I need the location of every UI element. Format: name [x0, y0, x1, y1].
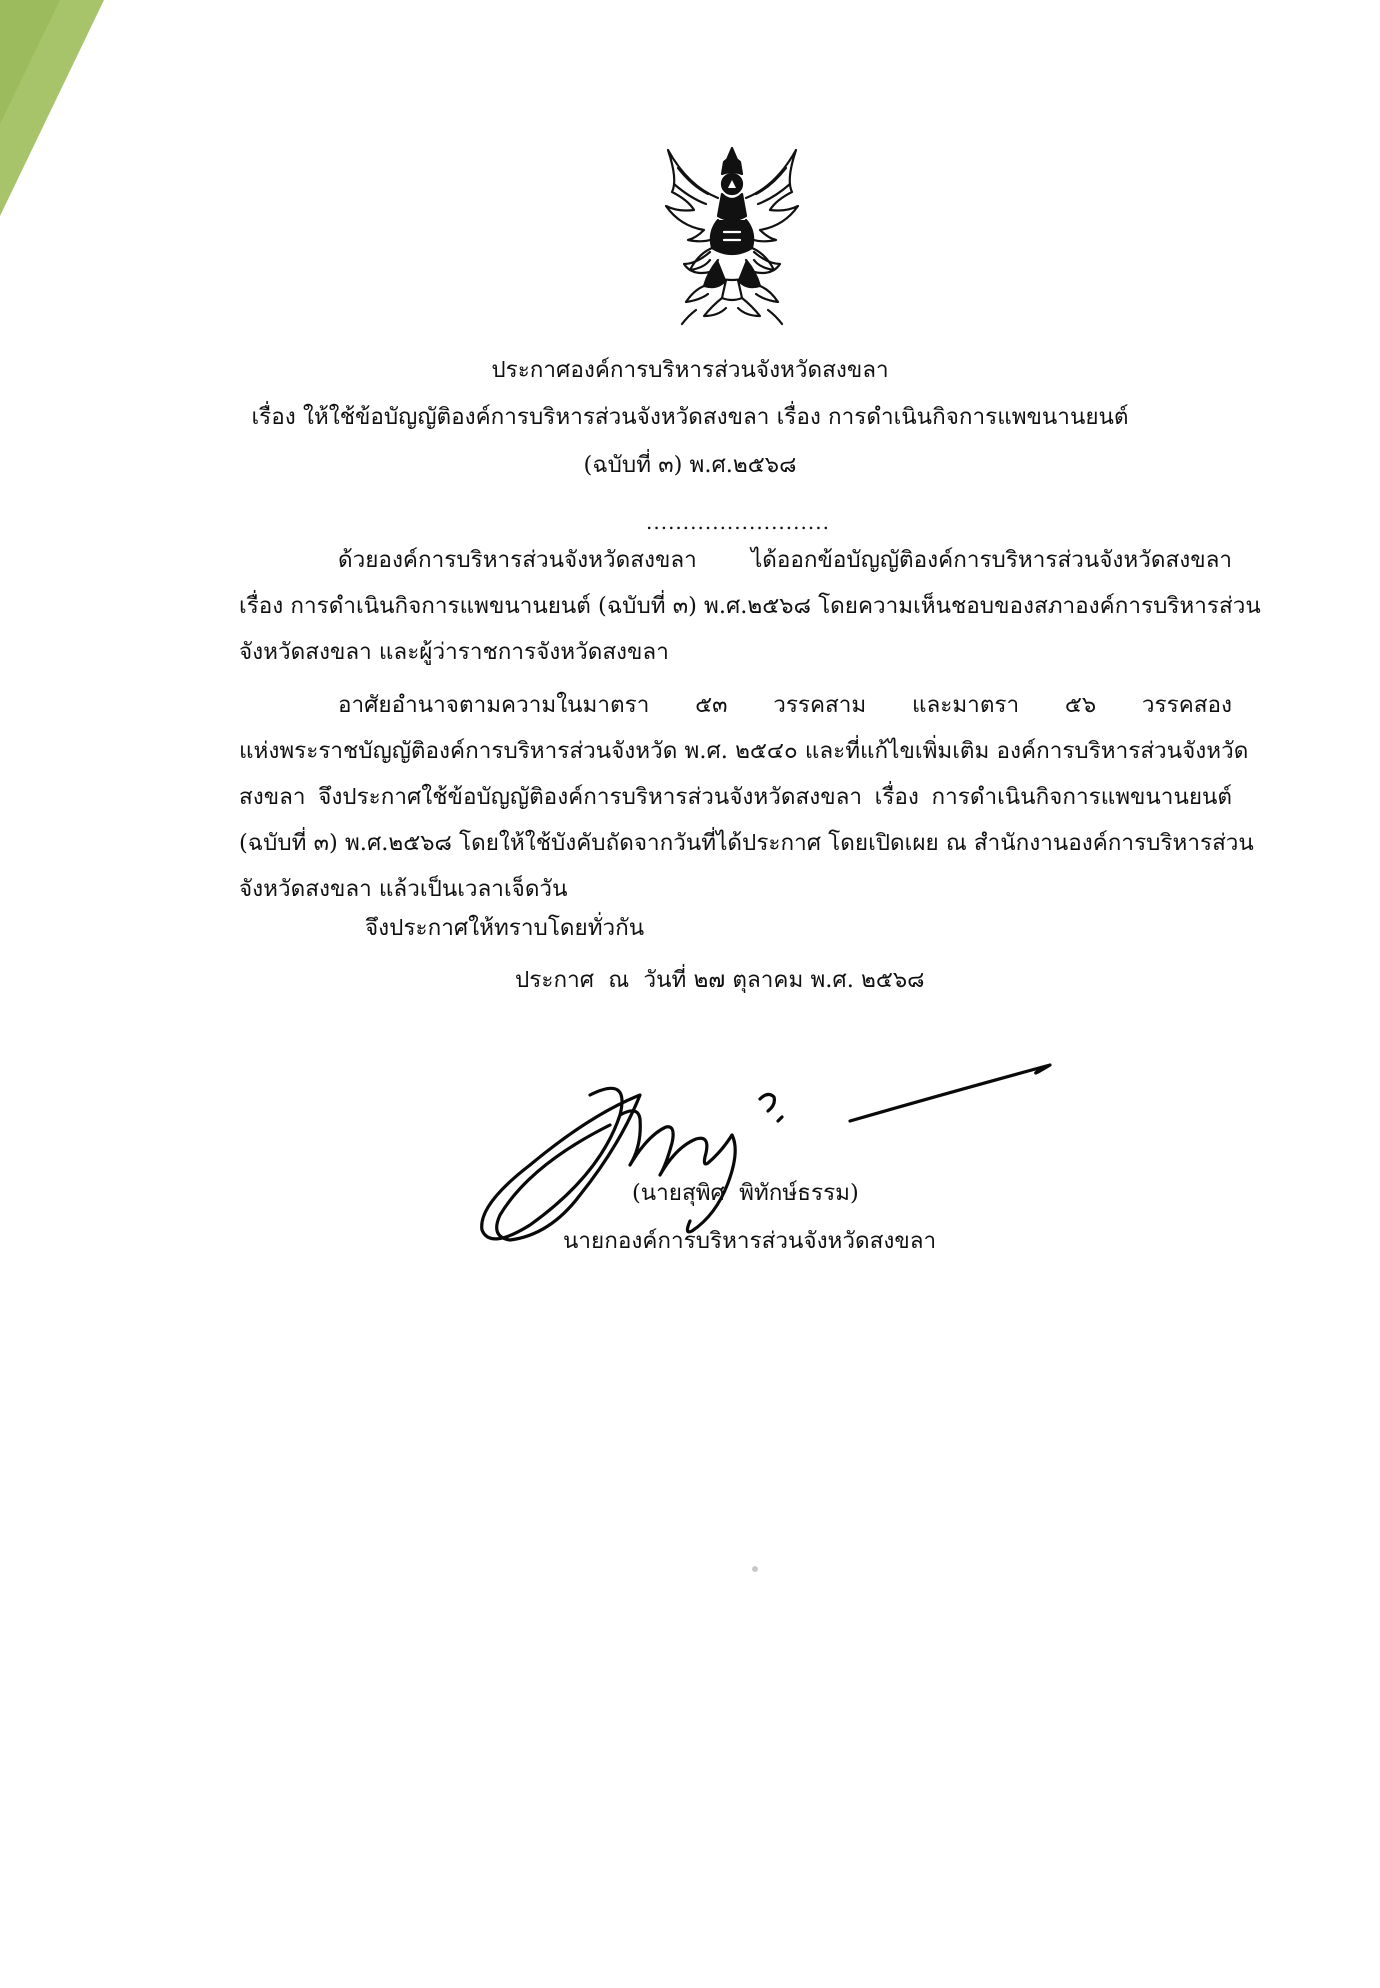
handwritten-signature	[470, 1055, 1060, 1255]
announcement-date: ประกาศ ณ วันที่ ๒๗ ตุลาคม พ.ศ. ๒๕๖๘	[515, 967, 925, 993]
paragraph2-line5: จังหวัดสงขลา แล้วเป็นเวลาเจ็ดวัน	[239, 876, 568, 902]
paper-speck	[752, 1566, 758, 1572]
paragraph1-line1: ด้วยองค์การบริหารส่วนจังหวัดสงขลา ได้ออกข้อบัญญัติองค์การบริหารส่วนจังหวัดสงขลา	[338, 547, 1232, 573]
signatory-name: (นายสุพิศ พิทักษ์ธรรม)	[632, 1180, 859, 1206]
paragraph1-line3: จังหวัดสงขลา และผู้ว่าราชการจังหวัดสงขลา	[239, 639, 669, 665]
paragraph2-line1: อาศัยอำนาจตามความในมาตรา ๕๓ วรรคสาม และมาตรา ๕๖ วรรคสอง	[338, 692, 1232, 718]
closing-statement: จึงประกาศให้ทราบโดยทั่วกัน	[365, 915, 645, 941]
edition-line: (ฉบับที่ ๓) พ.ศ.๒๕๖๘	[583, 452, 797, 478]
signatory-position: นายกองค์การบริหารส่วนจังหวัดสงขลา	[563, 1228, 937, 1254]
garuda-emblem-icon	[648, 140, 816, 326]
paragraph2-line3: สงขลา จึงประกาศใช้ข้อบัญญัติองค์การบริหารส่วนจังหวัดสงขลา เรื่อง การดำเนินกิจการแพขนานยนต์	[239, 784, 1232, 810]
paragraph2-line4: (ฉบับที่ ๓) พ.ศ.๒๕๖๘ โดยให้ใช้บังคับถัดจากวันที่ได้ประกาศ โดยเปิดเผย ณ สำนักงานองค์การบริหารส่วน	[239, 830, 1254, 856]
dotted-divider: .........................	[646, 510, 830, 534]
subject-line: เรื่อง ให้ใช้ข้อบัญญัติองค์การบริหารส่วนจังหวัดสงขลา เรื่อง การดำเนินกิจการแพขนานยนต์	[251, 404, 1129, 430]
paragraph2-line2: แห่งพระราชบัญญัติองค์การบริหารส่วนจังหวัด พ.ศ. ๒๕๔๐ และที่แก้ไขเพิ่มเติม องค์การบริหารส่วนจังหวัด	[239, 738, 1249, 764]
paragraph1-line2: เรื่อง การดำเนินกิจการแพขนานยนต์ (ฉบับที่ ๓) พ.ศ.๒๕๖๘ โดยความเห็นชอบของสภาองค์การบริหารส่วน	[239, 593, 1261, 619]
announcement-title: ประกาศองค์การบริหารส่วนจังหวัดสงขลา	[491, 357, 889, 383]
green-corner-edge	[0, 0, 120, 230]
